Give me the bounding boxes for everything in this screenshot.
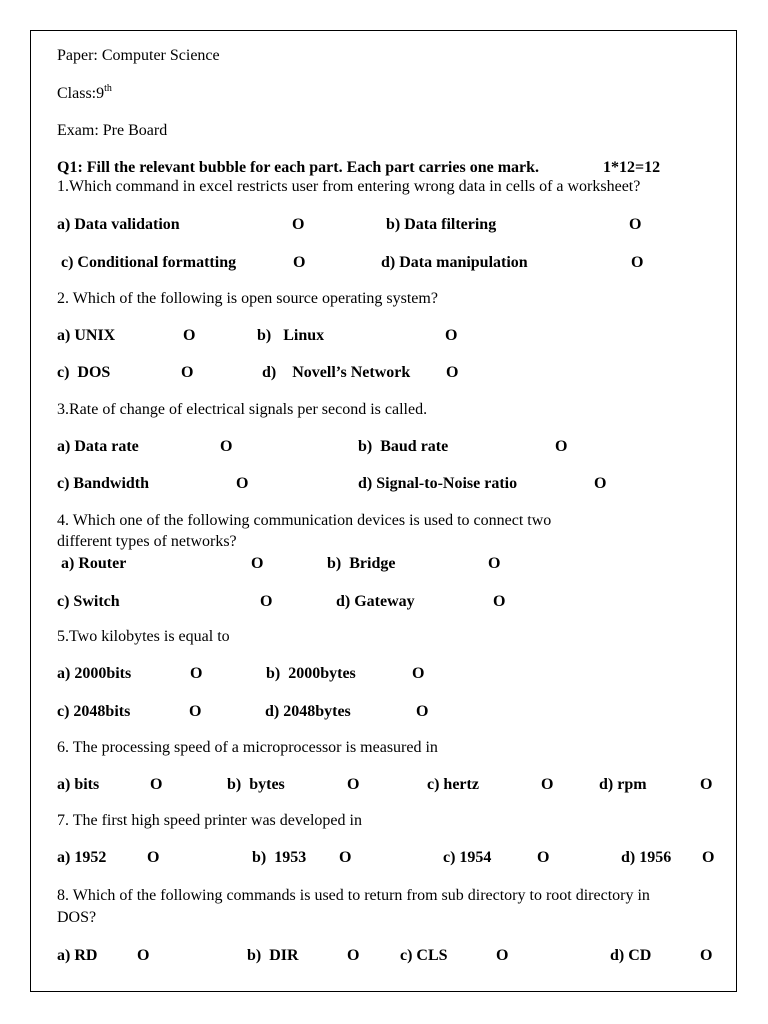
q7-option-b: b) 1953 <box>252 849 307 866</box>
paper-title: Paper: Computer Science <box>57 47 220 64</box>
q5-option-c: c) 2048bits <box>57 703 131 720</box>
q4-bubble-a[interactable]: O <box>251 555 264 572</box>
q3-bubble-d[interactable]: O <box>594 475 607 492</box>
q1-bubble-b[interactable]: O <box>629 216 642 233</box>
q1-option-a: a) Data validation <box>57 216 180 233</box>
q3-option-d: d) Signal-to-Noise ratio <box>358 475 518 492</box>
q3-option-a: a) Data rate <box>57 438 139 455</box>
exam-label: Exam: Pre Board <box>57 122 168 139</box>
q6-bubble-a[interactable]: O <box>150 776 163 793</box>
q6-option-b: b) bytes <box>227 776 285 793</box>
q5-bubble-d[interactable]: O <box>416 703 429 720</box>
q8-option-b: b) DIR <box>247 947 299 964</box>
q5-bubble-a[interactable]: O <box>190 665 203 682</box>
instruction-marks: 1*12=12 <box>603 159 661 176</box>
q7-bubble-a[interactable]: O <box>147 849 160 866</box>
q6-bubble-d[interactable]: O <box>700 776 713 793</box>
class-label: Class:9th <box>57 82 112 102</box>
question-8-text-line2: DOS? <box>57 909 97 926</box>
q1-option-b: b) Data filtering <box>386 216 497 233</box>
q7-bubble-c[interactable]: O <box>537 849 550 866</box>
q4-bubble-d[interactable]: O <box>493 593 506 610</box>
q4-bubble-c[interactable]: O <box>260 593 273 610</box>
q7-bubble-d[interactable]: O <box>702 849 715 866</box>
q4-option-c: c) Switch <box>57 593 120 610</box>
question-7-text: 7. The first high speed printer was developed in <box>57 812 362 829</box>
q3-option-c: c) Bandwidth <box>57 475 150 492</box>
q7-bubble-b[interactable]: O <box>339 849 352 866</box>
q6-bubble-b[interactable]: O <box>347 776 360 793</box>
question-3-text: 3.Rate of change of electrical signals per second is called. <box>57 401 428 418</box>
q6-option-d: d) rpm <box>599 776 647 793</box>
q2-option-a: a) UNIX <box>57 327 116 344</box>
q4-option-b: b) Bridge <box>327 555 396 572</box>
q8-bubble-b[interactable]: O <box>347 947 360 964</box>
question-5-text: 5.Two kilobytes is equal to <box>57 628 230 645</box>
q8-option-d: d) CD <box>610 947 652 964</box>
q1-option-d: d) Data manipulation <box>381 254 528 271</box>
q1-option-c: c) Conditional formatting <box>61 254 237 271</box>
q2-option-c: c) DOS <box>57 364 111 381</box>
q1-bubble-a[interactable]: O <box>292 216 305 233</box>
q5-option-b: b) 2000bytes <box>266 665 356 682</box>
q2-option-d: d) Novell’s Network <box>262 364 411 381</box>
q2-bubble-b[interactable]: O <box>445 327 458 344</box>
q2-bubble-c[interactable]: O <box>181 364 194 381</box>
q5-option-d: d) 2048bytes <box>265 703 351 720</box>
q2-bubble-a[interactable]: O <box>183 327 196 344</box>
q5-bubble-b[interactable]: O <box>412 665 425 682</box>
question-2-text: 2. Which of the following is open source operating system? <box>57 290 438 307</box>
instruction-text: Q1: Fill the relevant bubble for each part. Each part carries one mark. <box>57 159 540 176</box>
question-4-text-line1: 4. Which one of the following communication devices is used to connect two <box>57 512 552 529</box>
q5-bubble-c[interactable]: O <box>189 703 202 720</box>
q2-option-b: b) Linux <box>257 327 325 344</box>
q8-bubble-d[interactable]: O <box>700 947 713 964</box>
q2-bubble-d[interactable]: O <box>446 364 459 381</box>
q4-option-a: a) Router <box>61 555 127 572</box>
q4-bubble-b[interactable]: O <box>488 555 501 572</box>
q8-bubble-a[interactable]: O <box>137 947 150 964</box>
q6-option-c: c) hertz <box>427 776 479 793</box>
q3-option-b: b) Baud rate <box>358 438 449 455</box>
q1-bubble-c[interactable]: O <box>293 254 306 271</box>
q7-option-a: a) 1952 <box>57 849 107 866</box>
q5-option-a: a) 2000bits <box>57 665 132 682</box>
q8-bubble-c[interactable]: O <box>496 947 509 964</box>
question-4-text-line2: different types of networks? <box>57 533 237 550</box>
q4-option-d: d) Gateway <box>336 593 415 610</box>
q3-bubble-b[interactable]: O <box>555 438 568 455</box>
q7-option-c: c) 1954 <box>443 849 492 866</box>
q8-option-a: a) RD <box>57 947 98 964</box>
q1-bubble-d[interactable]: O <box>631 254 644 271</box>
q8-option-c: c) CLS <box>400 947 448 964</box>
question-6-text: 6. The processing speed of a microprocessor is measured in <box>57 739 438 756</box>
q3-bubble-a[interactable]: O <box>220 438 233 455</box>
question-1-text: 1.Which command in excel restricts user from entering wrong data in cells of a worksheet? <box>57 178 641 195</box>
q7-option-d: d) 1956 <box>621 849 672 866</box>
q6-option-a: a) bits <box>57 776 100 793</box>
question-8-text-line1: 8. Which of the following commands is used to return from sub directory to root directory in <box>57 887 650 904</box>
q3-bubble-c[interactable]: O <box>236 475 249 492</box>
q6-bubble-c[interactable]: O <box>541 776 554 793</box>
